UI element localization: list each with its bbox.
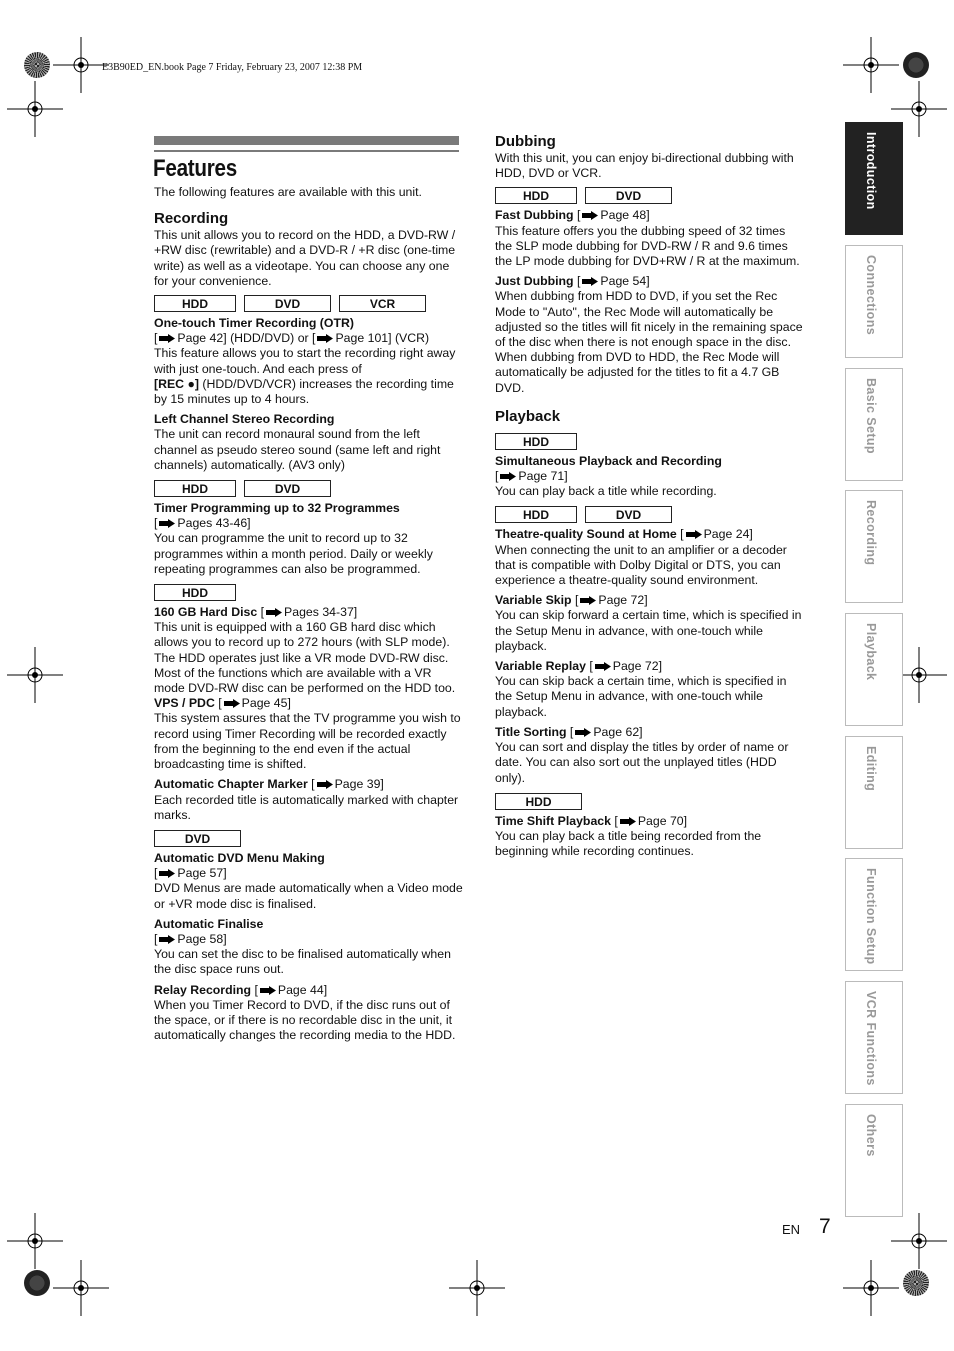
page-ref-arrow-icon xyxy=(159,869,175,878)
registration-disc-icon xyxy=(24,52,50,78)
tab-label: Others xyxy=(864,1114,878,1157)
spr-body: You can play back a title while recording. xyxy=(495,484,717,499)
crosshair-icon xyxy=(7,81,63,137)
page-ref-arrow-icon xyxy=(159,935,175,944)
vs-title: Variable Skip xyxy=(495,593,572,608)
tab-others[interactable] xyxy=(845,1104,903,1217)
acm-body: Each recorded title is automatically marked with chapter marks. xyxy=(154,792,459,822)
playback-heading: Playback xyxy=(495,407,561,425)
recording-intro: This unit allows you to record on the HDD, a DVD-RW / +RW disc (rewritable) and a DVD-R / +R disc (one-time write) as well as a videotape. You can choose any one for your convenience. xyxy=(154,228,456,288)
acm-title: Automatic Chapter Marker xyxy=(154,777,308,792)
ref-text: Page 44] xyxy=(277,982,328,997)
media-badges xyxy=(154,480,464,497)
left-column xyxy=(154,185,464,1043)
registration-disc-icon xyxy=(903,52,929,78)
ref-text: Page 62] xyxy=(593,724,643,739)
tq-body: When connecting the unit to an amplifier or a decoder that is compatible with Dolby Digital or DTS, you can experience a theatre-quality sound environment. xyxy=(495,542,787,588)
jd-body: When dubbing from HDD to DVD, if you set the Rec Mode to "Auto", the Rec Mode will automatically be adjusted so the titles will fit nicely in the remaining space of the disc when there is not enough space in the disc. When dubbing from DVD to HDD, the Rec Mode will automatically be adjusted for the titles to fit a 4.7 GB DVD. xyxy=(495,289,803,395)
tsp-title-line: Time Shift Playback [ Page 70] xyxy=(495,813,688,828)
badge-dvd: DVD xyxy=(154,830,241,847)
crosshair-icon xyxy=(891,1213,947,1269)
ref-text: Page 54] xyxy=(600,274,650,289)
media-badges xyxy=(154,830,464,847)
ref-text: Page 39] xyxy=(334,777,384,792)
media-badges xyxy=(154,295,464,312)
page-ref-arrow-icon xyxy=(575,728,591,737)
vps-title: VPS / PDC xyxy=(154,696,215,711)
ts-body: You can sort and display the titles by order of name or date. You can also sort out the unplayed titles (HDD only). xyxy=(495,740,789,785)
admm-title: Automatic DVD Menu Making xyxy=(154,850,325,865)
language-code: EN xyxy=(782,1222,801,1237)
page-ref-arrow-icon xyxy=(260,986,276,995)
body-text: (HDD/DVD/VCR) increases the recording time by 15 minutes up to 4 hours. xyxy=(154,376,454,407)
acm-title-line: Automatic Chapter Marker [ Page 39] xyxy=(154,777,384,792)
dubbing-heading: Dubbing xyxy=(495,133,556,150)
af-title: Automatic Finalise xyxy=(154,916,264,931)
rr-body: When you Timer Record to DVD, if the disc runs out of the space, or if there is no recordable disc in the unit, it automatically changes the recording media to the HDD. xyxy=(154,997,456,1043)
page-ref-arrow-icon xyxy=(620,817,636,826)
tab-label: Function Setup xyxy=(864,868,878,965)
tab-label: VCR Functions xyxy=(864,991,878,1086)
page-ref-arrow-icon xyxy=(317,780,333,789)
tab-label: Recording xyxy=(864,500,878,566)
tab-label: Introduction xyxy=(864,132,878,210)
fd-title: Fast Dubbing xyxy=(495,208,574,223)
af-ref: [ Page 58] xyxy=(154,931,227,946)
registration-disc-icon xyxy=(903,1270,929,1296)
tp-title: Timer Programming up to 32 Programmes xyxy=(154,501,400,516)
tab-label: Connections xyxy=(864,255,878,336)
badge-dvd: DVD xyxy=(585,506,672,523)
page-ref-arrow-icon xyxy=(595,662,611,671)
ref-text: Page 57] xyxy=(177,866,227,881)
otr-ref: [ Page 42] (HDD/DVD) or [ Page 101] (VCR) xyxy=(154,331,430,346)
dubbing-intro: With this unit, you can enjoy bi-directional dubbing with HDD, DVD or VCR. xyxy=(495,151,794,181)
tp-ref: [ Pages 43-46] xyxy=(154,516,251,531)
tq-title: Theatre-quality Sound at Home xyxy=(495,527,677,542)
spr-ref: [ Page 71] xyxy=(495,469,568,484)
vs-title-line: Variable Skip [ Page 72] xyxy=(495,593,648,608)
tab-editing[interactable] xyxy=(845,736,903,849)
rr-title-line: Relay Recording [ Page 44] xyxy=(154,982,328,997)
otr-body xyxy=(154,346,464,407)
ref-text: Page 70] xyxy=(637,813,688,828)
admm-ref: [ Page 57] xyxy=(154,866,227,881)
tab-label: Basic Setup xyxy=(864,378,878,454)
vps-body: This system assures that the TV programme you wish to record using Timer Recording will be recorded exactly from the beginning to the end even if the actual broadcasting time is shifted. xyxy=(154,711,461,772)
page-ref-arrow-icon xyxy=(582,211,598,220)
hd-body: Most of the functions which are available with a VR mode DVD-RW disc can be performed on the HDD too. xyxy=(154,665,456,696)
ref-text: Page 71] xyxy=(518,469,568,484)
ref-text: Page 72] xyxy=(612,659,662,674)
body-text: This feature allows you to start the recording right away with just one-touch. And each press of xyxy=(154,346,456,376)
tsp-body: You can play back a title being recorded from the beginning while recording continues. xyxy=(495,828,762,859)
badge-dvd: DVD xyxy=(244,295,331,312)
vps-title-line: VPS / PDC [ Page 45] xyxy=(154,696,291,711)
spr-title: Simultaneous Playback and Recording xyxy=(495,453,722,468)
admm-body: DVD Menus are made automatically when a Video mode or +VR mode disc is finalised. xyxy=(154,881,463,911)
media-badges xyxy=(154,584,464,601)
vs-body: You can skip forward a certain time, which is specified in the Setup Menu in advance, with one-touch while playback. xyxy=(495,608,802,653)
media-badges xyxy=(495,506,805,523)
vr-title: Variable Replay xyxy=(495,659,586,674)
media-badges xyxy=(495,187,805,204)
af-body: You can set the disc to be finalised automatically when the disc space runs out. xyxy=(154,947,451,977)
page-title: Features xyxy=(153,155,237,182)
tab-label: Playback xyxy=(864,623,878,681)
tab-function-setup[interactable] xyxy=(845,858,903,971)
ref-text: Page 72] xyxy=(598,593,648,608)
recording-heading: Recording xyxy=(154,210,229,228)
tq-title-line: Theatre-quality Sound at Home [ Page 24] xyxy=(495,527,753,542)
ref-text: Page 48] xyxy=(600,208,650,223)
vr-title-line: Variable Replay [ Page 72] xyxy=(495,659,662,674)
crosshair-icon xyxy=(53,1260,109,1316)
page-ref-arrow-icon xyxy=(317,334,333,343)
lcs-body: The unit can record monaural sound from the left channel as pseudo stereo sound (same left and right channels) automatically. (AV3 only) xyxy=(154,427,441,472)
print-header: E3B90ED_EN.book Page 7 Friday, February 23, 2007 12:38 PM xyxy=(102,62,363,73)
hd-title: 160 GB Hard Disc xyxy=(154,605,258,620)
vr-body: You can skip back a certain time, which is specified in the Setup Menu in advance, with one-touch while playback. xyxy=(495,674,787,719)
page-ref-arrow-icon xyxy=(580,596,596,605)
tab-basic-setup[interactable] xyxy=(845,368,903,481)
tab-introduction[interactable] xyxy=(845,122,903,235)
rr-title: Relay Recording xyxy=(154,982,252,997)
badge-hdd: HDD xyxy=(154,295,236,312)
page-ref-arrow-icon xyxy=(224,699,240,708)
registration-disc-icon xyxy=(24,1270,50,1296)
ref-text: Pages 43-46] xyxy=(177,516,251,531)
badge-hdd: HDD xyxy=(495,187,577,204)
badge-hdd: HDD xyxy=(495,793,582,810)
ts-title: Title Sorting xyxy=(495,724,567,739)
tsp-title: Time Shift Playback xyxy=(495,813,611,828)
ref-text: Page 24] xyxy=(703,527,753,542)
crosshair-icon xyxy=(843,1260,899,1316)
ref-text: Page 101] (VCR) xyxy=(335,331,430,346)
jd-title-line: Just Dubbing [ Page 54] xyxy=(495,274,650,289)
right-column xyxy=(495,133,805,859)
tab-recording[interactable] xyxy=(845,490,903,603)
title-rule xyxy=(154,136,459,145)
page-ref-arrow-icon xyxy=(582,277,598,286)
ref-text: Pages 34-37] xyxy=(284,605,358,620)
rec-button-label: [REC ●] xyxy=(154,376,199,391)
media-badges xyxy=(495,793,805,810)
page-ref-arrow-icon xyxy=(266,608,282,617)
tab-label: Editing xyxy=(864,746,878,792)
badge-vcr: VCR xyxy=(339,295,426,312)
badge-dvd: DVD xyxy=(585,187,672,204)
fd-title-line: Fast Dubbing [ Page 48] xyxy=(495,208,650,223)
lcs-title: Left Channel Stereo Recording xyxy=(154,412,335,427)
page-ref-arrow-icon xyxy=(500,472,516,481)
tab-vcr-functions[interactable] xyxy=(845,981,903,1094)
page-number: 7 xyxy=(819,1215,831,1238)
tp-body: You can programme the unit to record up to 32 programmes within a month period. Daily or weekly repeating programmes can also be programmed. xyxy=(154,531,433,576)
badge-hdd: HDD xyxy=(154,480,236,497)
tab-connections[interactable] xyxy=(845,245,903,358)
crosshair-icon xyxy=(7,647,63,703)
badge-hdd: HDD xyxy=(154,584,236,601)
hd-title-line: 160 GB Hard Disc [ Pages 34-37] xyxy=(154,605,358,620)
hd-body: This unit is equipped with a 160 GB hard disc which allows you to record up to 272 hours (with SLP mode). The HDD operates just like a VR mode DVD-RW disc. xyxy=(154,620,450,665)
page-ref-arrow-icon xyxy=(686,530,702,539)
media-badges xyxy=(495,433,805,450)
otr-title: One-touch Timer Recording (OTR) xyxy=(154,316,354,331)
jd-title: Just Dubbing xyxy=(495,274,574,289)
fd-body: This feature offers you the dubbing speed of 32 times the SLP mode dubbing for DVD-RW / R and 9.6 times the LP mode dubbing for DVD+RW / R at the maximum. xyxy=(495,223,800,269)
intro-text: The following features are available with this unit. xyxy=(154,185,422,199)
ref-text: Page 58] xyxy=(177,931,227,946)
page-ref-arrow-icon xyxy=(159,519,175,528)
badge-hdd: HDD xyxy=(495,506,577,523)
tab-playback[interactable] xyxy=(845,613,903,726)
ref-text: Page 42] (HDD/DVD) or [ xyxy=(177,331,316,346)
ts-title-line: Title Sorting [ Page 62] xyxy=(495,724,643,739)
badge-hdd: HDD xyxy=(495,433,577,450)
badge-dvd: DVD xyxy=(244,480,331,497)
crosshair-icon xyxy=(449,1260,505,1316)
page-ref-arrow-icon xyxy=(159,334,175,343)
title-rule xyxy=(154,150,459,152)
ref-text: Page 45] xyxy=(241,696,291,711)
